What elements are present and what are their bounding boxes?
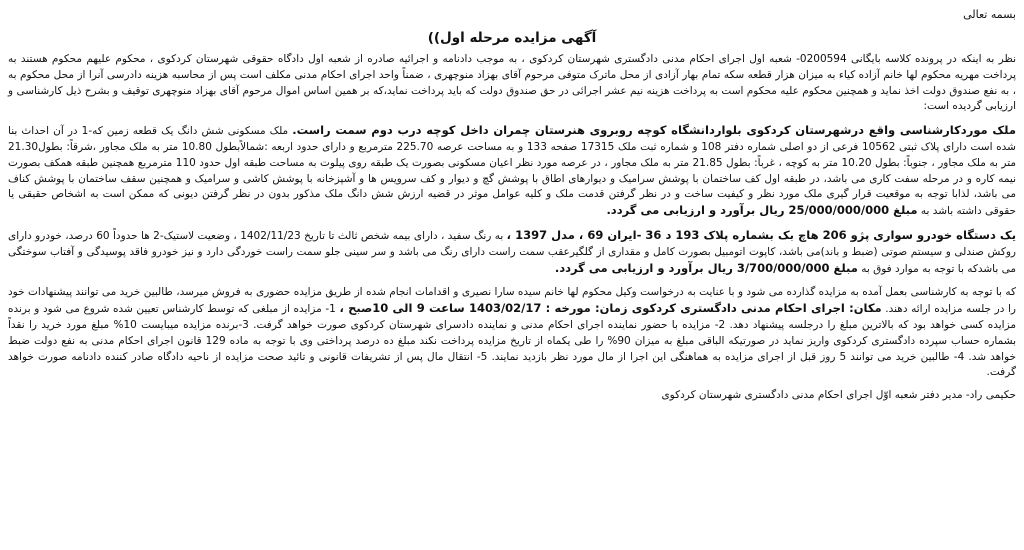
item2-body: به رنگ سفید ، دارای بیمه شخص ثالث تا تاریخ 1402/11/23 ، وضعیت لاستیک-2 ها حدوداً 60 درصد، خودرو دارای روکش صندلی و سیستم صوتی (ضبط و باند)می باشد، کاپوت اتومبیل بصورت کامل و مقداری از گلگیرعقب سمت راست دارای رنگ می باشد و سر سینی جلو سمت راست خوردگی دارد و نیز خودرو فاقد پوسیدگی و آفتاب سوختگی می باشدکه با توجه به موارد فوق به <box>8 229 1016 275</box>
conditions-part1: که با توجه به کارشناسی بعمل آمده به مزایده گذارده می شود و با عنایت به درخواست وکیل محکوم لها خانم سیده سارا نصیری و اقدامات انجام شده از طریق مزایده حضوری به فروش میرسد، طالبین خرید می توانند پیشنهادات خود را در جلسه مزایده ارائه دهند. <box>8 286 1017 316</box>
basmala-heading: بسمه تعالی <box>963 8 1016 21</box>
item2-paragraph <box>8 228 1016 277</box>
announcement-title: آگهی مزایده مرحله اول)) <box>427 30 597 46</box>
conditions-part2: 1- مزایده از مبلغی که توسط کارشناس تعیین شده شروع می شود و برنده مزایده کسی خواهد بود که بالاترین مبلغ را درجلسه پیشنهاد دهد. 2- مزایده با حضور نماینده اجرای احکام مدنی و نماینده دادسرای شهرستان کردکوی صورت خواهد گرفت. 3-برنده مزایده میبایست 10% مبلغ مورد خرید را نقداً بشماره حساب سپرده دادگستری کردکوی واریز نماید در صورتیکه الباقی مبلغ به میزان 90% را طی یکماه از تاریخ مزایده پرداخت نکند مبلغ ده درصد پرداختی وی با توجه به ماده 129 قانون اجرای احکام مدنی به نفع دولت ضبط خواهد شد. 4- طالبین خرید می توانند 5 روز قبل از اجرای مزایده به هماهنگی این اجرا از مال مورد نظر بازدید نمایند. 5- انتقال مال پس از تشریفات قانونی و تائید صحت مزایده از ناحیه دادگاه صادر کننده دادنامه صورت خواهد گرفت. <box>8 303 1016 379</box>
auction-time-place: مکان: اجرای احکام مدنی دادگستری کردکوی زمان: مورخه : 1403/02/17 ساعت 9 الی 10صبح ، <box>339 301 882 316</box>
signature-line: حکیمی راد- مدیر دفتر شعبه اوّل اجرای احکام مدنی دادگستری شهرستان کردکوی <box>661 389 1016 402</box>
item1-lead: ملک موردکارشناسی واقع درشهرستان کردکوی بلواردانشگاه کوچه روبروی هنرستان چمران داخل کوچه درب دوم سمت راست. <box>292 123 1016 138</box>
item1-paragraph <box>8 123 1016 220</box>
conditions-paragraph <box>8 285 1016 381</box>
intro-paragraph: نظر به اینکه در پرونده کلاسه بایگانی 0200594- شعبه اول اجرای احکام مدنی دادگستری شهرستان کردکوی ، به موجب دادنامه و اجرائیه صادره از شعبه اول دادگاه حقوقی شهرستان کردکوی ، محکوم علیهم محکوم هستند به پرداخت مهریه محکوم لها خانم آزاده کیاء به میزان هزار قطعه سکه تمام بهار آزادی از محل ماترک متوفی مرحوم آقای بهزاد منوچهری ، ضمناً واحد اجرای احکام مدنی مکلف است پس از محاسبه هزینه دادرسی آنرا از محل محکوم به ، به نفع صندوق دولت اخذ نماید و همچنین محکوم علیه محکوم است به پرداخت هزینه نیم عشر اجرائی در حق صندوق دولت که باید پرداخت نماید،که بر همین اساس اموال مرحوم آقای بهزاد منوچهری توقیف و بشرح ذیل کارشناسی و ارزیابی گردیده است: <box>8 53 1016 113</box>
item2-price: مبلغ 3/700/000/000 ریال برآورد و ارزیابی می گردد. <box>554 260 858 275</box>
item2-lead: یک دستگاه خودرو سواری پژو 206 هاچ بک بشماره پلاک 193 د 36 -ایران 69 ، مدل 1397 ، <box>506 227 1017 242</box>
item1-body: ملک مسکونی شش دانگ یک قطعه زمین که-1 در آن احداث بنا شده است دارای پلاک ثبتی 10562 فرعی از دو اصلی شماره دفتر 108 و شماره ثبت ملک 17315 صفحه 133 و به مساحت عرصه 225.70 مترمربع و دارای حدود اربعه :شمالاًبطول 10.80 متر به ملک مجاور ،شرقاً: بطول21.30 متر به ملک مجاور ، جنوباً: بطول 10.20 متر به کوچه ، غرباً: بطول 21.85 متر به ملک مجاور ، در عرصه مورد نظر اعیان مسکونی بصورت یک طبقه روی پیلوت به مساحت طبقه اول حدود 110 مترمربع همچنین طبقه همکف بصورت نیمه کاره و در مرحله سفت کاری می باشد، در طبقه اول کف ساختمان با پوشش سرامیک و دیوارهای اطاق با پوشش گچ و دیوار و کف سرویس ها و آشپزخانه با پوشش کاشی و سرامیک و همچنین سقف ساختمان با پوشش کناف می باشد، لذابا توجه به موقعیت قرار گیری ملک مورد نظر و کیفیت ساخت و در نظر گرفتن قدمت ملک و کلیه عوامل موثر در قضیه ارزش شش دانگ ملک مذکور بدون در نظر گرفتن دیونی که ممکن است به اشخاص حقیقی یا حقوقی داشته باشد به <box>8 125 1016 218</box>
item1-price: مبلغ 25/000/000/000 ریال برآورد و ارزیابی می گردد. <box>606 203 918 218</box>
